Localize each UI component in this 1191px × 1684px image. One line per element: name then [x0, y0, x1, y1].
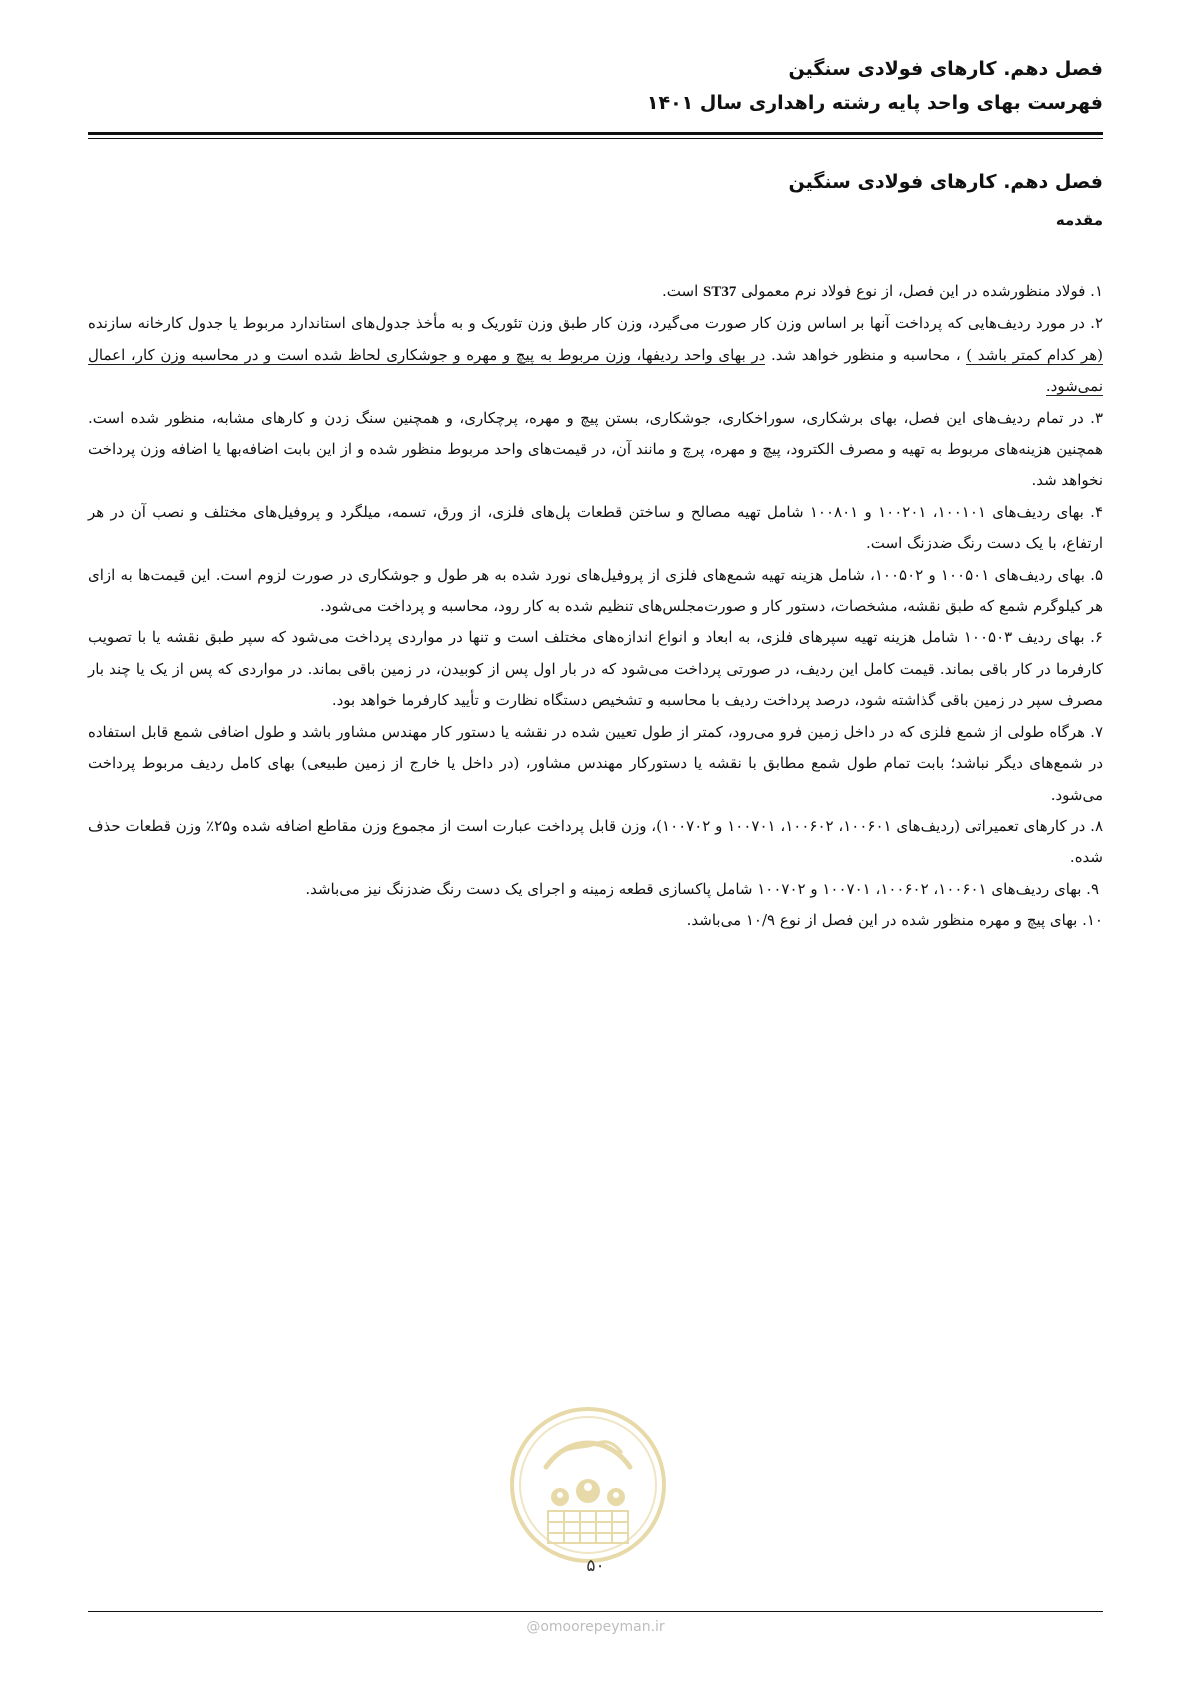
clause-9: ۹. بهای ردیف‌های ۱۰۰۶۰۱، ۱۰۰۶۰۲، ۱۰۰۷۰۱ و ۱۰۰۷۰۲ شامل پاکسازی قطعه زمینه و اجرای یک دست رنگ ضدزنگ نیز می‌باشد.	[305, 879, 1099, 898]
watermark-url: @omoorepeyman.ir	[526, 1619, 665, 1635]
clause-4: ۴. بهای ردیف‌های ۱۰۰۱۰۱، ۱۰۰۲۰۱ و ۱۰۰۸۰۱ شامل تهیه مصالح و ساختن قطعات پل‌های فلزی، از ورق، تسمه، میلگرد و پروفیل‌های مختلف و نصب آن در هر ارتفاع، با یک دست رنگ ضدزنگ است.	[88, 502, 1104, 553]
header-divider-thin	[88, 138, 1103, 139]
clause-1-text: ۱. فولاد منظورشده در این فصل، از نوع فولاد نرم معمولی	[736, 282, 1103, 300]
clause-2-text-mid: ، محاسبه و منظور خواهد شد.	[765, 345, 967, 364]
clause-7: ۷. هرگاه طولی از شمع فلزی که در داخل زمین فرو می‌رود، کمتر از طول تعیین شده در نقشه یا دستور کار مهندس مشاور باشد و طول اضافی شمع قابل استفاده در شمع‌های دیگر نباشد؛ بابت تمام طول شمع مطابق با نقشه یا دستورکار مهندس مشاور، (در داخل یا خارج از زمین طبیعی) بهای کامل ردیف مربوط پرداخت می‌شود.	[88, 722, 1103, 804]
clause-2	[88, 308, 1103, 402]
header-chapter-title: فصل دهم. کارهای فولادی سنگین	[788, 58, 1103, 80]
clause-1-end: است.	[662, 282, 704, 300]
steel-grade-code: ST37	[703, 284, 737, 300]
clause-10: ۱۰. بهای پیچ و مهره منظور شده در این فصل از نوع ۱۰/۹ می‌باشد.	[686, 911, 1103, 930]
watermark-seal-logo	[508, 1405, 668, 1565]
clause-5: ۵. بهای ردیف‌های ۱۰۰۵۰۱ و ۱۰۰۵۰۲، شامل هزینه تهیه شمع‌های فلزی از پروفیل‌های نورد شده به هر طول و جوشکاری در صورت لزوم است. این قیمت‌ها به ازای هر کیلوگرم شمع که طبق نقشه، مشخصات، دستور کار و صورت‌مجلس‌های تنظیم شده به کار رود، محاسبه و پرداخت می‌شود.	[88, 565, 1103, 616]
clause-list	[88, 276, 1103, 937]
page-number: ۵۰	[586, 1556, 605, 1576]
clause-2-underlined-note: (هر کدام کمتر باشد )	[966, 345, 1103, 364]
header-divider-thick	[88, 132, 1103, 135]
chapter-title: فصل دهم. کارهای فولادی سنگین	[788, 171, 1103, 193]
clause-2-text: ۲. در مورد ردیف‌هایی که پرداخت آنها بر اساس وزن کار صورت می‌گیرد، وزن کار طبق وزن تئوریک و به مأخذ جدول‌های استاندارد مربوط یا جدول کارخانه سازنده	[88, 314, 1103, 333]
section-title-introduction: مقدمه	[1055, 211, 1103, 229]
clause-6: ۶. بهای ردیف ۱۰۰۵۰۳ شامل هزینه تهیه سپرهای فلزی، به ابعاد و انواع اندازه‌های مختلف است و تنها در مواردی پرداخت می‌شود که سپر طبق نقشه یا با تصویب کارفرما در کار باقی بماند. قیمت کامل این ردیف، در صورتی پرداخت می‌شود که در بار اول پس از کوبیدن، در زمین باقی بماند. در مواردی که پس از یک یا چند بار مصرف سپر در زمین باقی گذاشته شود، درصد پرداخت ردیف با محاسبه و تشخیص دستگاه نظارت و تأیید کارفرما خواهد بود.	[88, 628, 1103, 710]
page-header	[88, 52, 1103, 120]
header-document-title: فهرست بهای واحد پایه رشته راهداری سال ۱۴۰۱	[646, 92, 1103, 114]
clause-2-underlined-sentence: در بهای واحد ردیفها، وزن مربوط به پیچ و مهره و جوشکاری لحاظ شده است و در محاسبه وزن کار، اعمال نمی‌شود.	[88, 345, 1103, 396]
clause-3: ۳. در تمام ردیف‌های این فصل، بهای برشکاری، سوراخکاری، جوشکاری، بستن پیچ و مهره، پرچکاری، و همچنین سنگ زدن و کارهای مشابه، منظور شده است. همچنین هزینه‌های مربوط به تهیه و مصرف الکترود، پیچ و مهره، پرچ و مانند آن، در قیمت‌های واحد مربوط منظور شده و از این بابت اضافه‌بها یا اضافه وزن پرداخت نخواهد شد.	[88, 408, 1103, 490]
clause-1	[88, 276, 1103, 308]
footer-divider	[88, 1611, 1103, 1612]
clause-8: ۸. در کارهای تعمیراتی (ردیف‌های ۱۰۰۶۰۱، ۱۰۰۶۰۲، ۱۰۰۷۰۱ و ۱۰۰۷۰۲)، وزن قابل پرداخت عبارت است از مجموع وزن مقاطع اضافه شده و۲۵٪ وزن قطعات حذف شده.	[88, 816, 1104, 867]
